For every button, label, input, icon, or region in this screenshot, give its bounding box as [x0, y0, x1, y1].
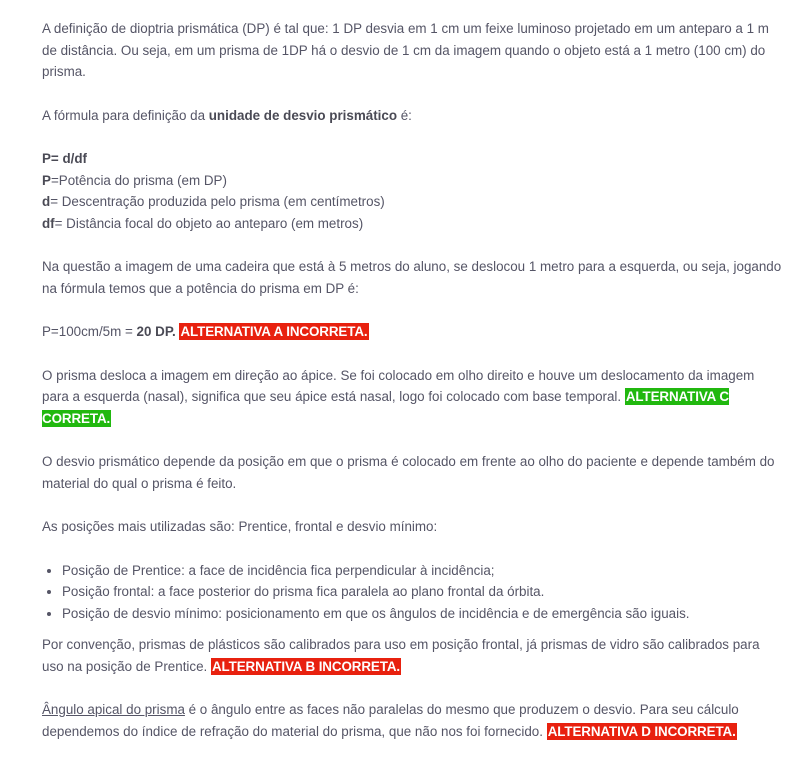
- formula-line-p: [42, 170, 782, 192]
- paragraph-deviation: O desvio prismático depende da posição em que o prisma é colocado em frente ao olho do paciente e depende também do material do qual o prisma é feito.: [42, 454, 775, 491]
- calculation-text: P=100cm/5m =: [42, 324, 137, 339]
- article-body: [42, 18, 782, 764]
- formula-desc: =Potência do prisma (em DP): [50, 172, 227, 188]
- paragraph-apex: [42, 365, 782, 430]
- formula-intro-after: é:: [397, 107, 412, 123]
- formula-block: [42, 148, 782, 234]
- paragraph-question: Na questão a imagem de uma cadeira que está à 5 metros do aluno, se deslocou 1 metro para a esquerda, ou seja, jogando na fórmula temos que a potência do prisma em DP é:: [42, 259, 782, 296]
- formula-line-d: [42, 191, 782, 213]
- formula-desc: = Distância focal do objeto ao anteparo (em metros): [54, 215, 364, 231]
- positions-list: [42, 560, 782, 625]
- formula-key: df: [42, 215, 55, 231]
- alternative-d-badge: ALTERNATIVA D INCORRETA.: [547, 723, 736, 739]
- convention-text: Por convenção, prismas de plásticos são calibrados para uso em posição frontal, já prismas de vidro são calibrados para uso na posição de Prentice.: [42, 637, 760, 674]
- calculation-result: 20 DP.: [136, 324, 176, 339]
- formula-main: P= d/df: [42, 151, 88, 166]
- paragraph-apical-angle: [42, 699, 782, 742]
- apical-angle-text: é o ângulo entre as faces não paralelas do mesmo que produzem o desvio. Para seu cálculo dependemos do índice de refração do material do prisma, que não nos foi fornecido.: [42, 702, 739, 739]
- formula-key: d: [42, 194, 51, 209]
- formula-desc: = Descentração produzida pelo prisma (em centímetros): [50, 194, 385, 209]
- paragraph-positions: As posições mais utilizadas são: Prentice, frontal e desvio mínimo:: [42, 519, 438, 534]
- apical-angle-term: Ângulo apical do prisma: [42, 702, 185, 717]
- formula-intro-text: A fórmula para definição da: [42, 107, 209, 123]
- formula-intro-bold: unidade de desvio prismático: [208, 107, 398, 123]
- alternative-c-badge: ALTERNATIVA C CORRETA.: [42, 389, 729, 426]
- alternative-a-badge: ALTERNATIVA A INCORRETA.: [180, 324, 368, 339]
- paragraph-definition: A definição de dioptria prismática (DP) é tal que: 1 DP desvia em 1 cm um feixe luminoso projetado em um anteparo a 1 m de distância. Ou seja, em um prisma de 1DP há o desvio de 1 cm da imagem quando o objeto está a 1 metro (100 cm) do prisma.: [42, 21, 769, 79]
- list-item: • Posição frontal: a face posterior do prisma fica paralela ao plano frontal da órbita.: [62, 581, 782, 603]
- paragraph-calculation: [42, 321, 782, 343]
- formula-line-df: [42, 213, 782, 235]
- paragraph-convention: [42, 634, 782, 677]
- list-item: • Posição de desvio mínimo: posicionamento em que os ângulos de incidência e de emergência são iguais.: [62, 603, 782, 625]
- list-item: • Posição de Prentice: a face de incidência fica perpendicular à incidência;: [62, 560, 782, 582]
- alternative-b-badge: ALTERNATIVA B INCORRETA.: [211, 658, 401, 674]
- formula-key: P: [42, 172, 51, 188]
- paragraph-formula-intro: [42, 105, 782, 127]
- apex-text: O prisma desloca a imagem em direção ao ápice. Se foi colocado em olho direito e houve um deslocamento da imagem para a esquerda (nasal), significa que seu ápice está nasal, logo foi colocado com base temporal.: [42, 367, 755, 404]
